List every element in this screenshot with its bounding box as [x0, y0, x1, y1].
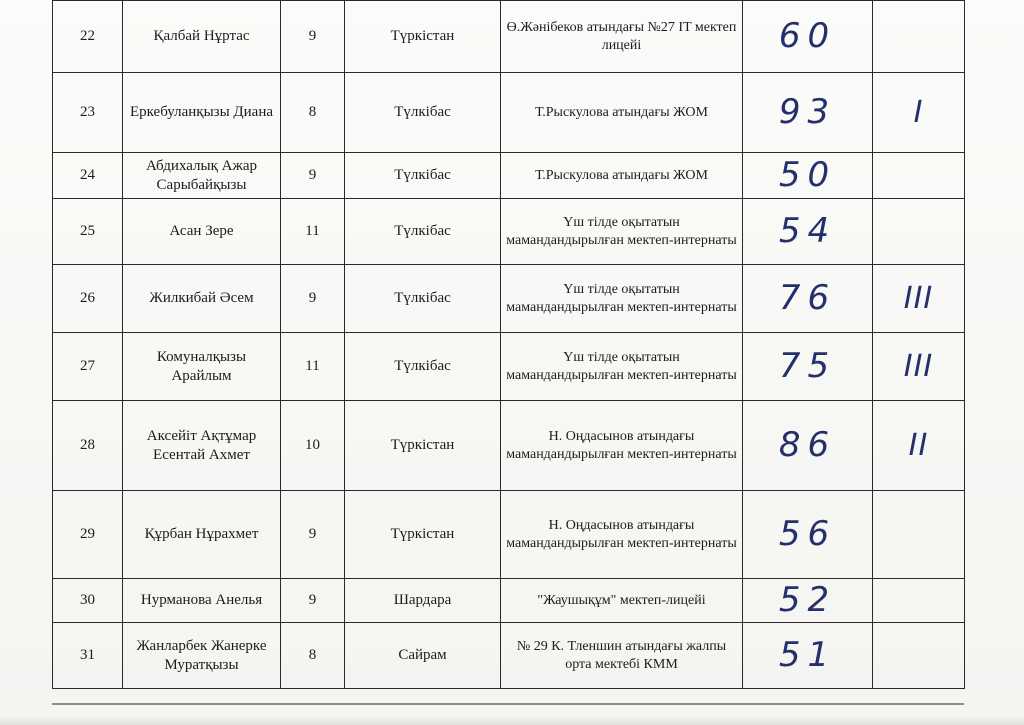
district: Түлкібас [345, 265, 501, 333]
results-table [52, 0, 965, 689]
place-handwritten [873, 579, 965, 623]
row-number: 31 [53, 623, 123, 689]
place-handwritten [873, 491, 965, 579]
table-row [53, 623, 965, 689]
page-bottom-rule [52, 703, 964, 705]
student-name: Аксейіт Ақтұмар Есентай Ахмет [123, 401, 281, 491]
school-name: Н. Оңдасынов атындағы мамандандырылған мектеп-интернаты [501, 401, 743, 491]
place-handwritten [873, 623, 965, 689]
place-handwritten: III [873, 333, 965, 401]
grade: 9 [281, 579, 345, 623]
table-row [53, 73, 965, 153]
school-name: Т.Рыскулова атындағы ЖОМ [501, 73, 743, 153]
table-row [53, 1, 965, 73]
school-name: Н. Оңдасынов атындағы мамандандырылған мектеп-интернаты [501, 491, 743, 579]
place-handwritten: II [873, 401, 965, 491]
school-name: № 29 К. Тленшин атындағы жалпы орта мектебі КММ [501, 623, 743, 689]
score-handwritten: 75 [743, 333, 873, 401]
student-name: Жилкибай Әсем [123, 265, 281, 333]
place-handwritten: III [873, 265, 965, 333]
grade: 9 [281, 265, 345, 333]
grade: 9 [281, 153, 345, 199]
row-number: 25 [53, 199, 123, 265]
district: Түлкібас [345, 153, 501, 199]
row-number: 30 [53, 579, 123, 623]
place-handwritten [873, 1, 965, 73]
row-number: 22 [53, 1, 123, 73]
student-name: Асан Зере [123, 199, 281, 265]
grade: 11 [281, 199, 345, 265]
district: Түлкібас [345, 73, 501, 153]
school-name: Үш тілде оқытатын мамандандырылған мектеп-интернаты [501, 333, 743, 401]
score-handwritten: 54 [743, 199, 873, 265]
score-handwritten: 86 [743, 401, 873, 491]
score-handwritten: 50 [743, 153, 873, 199]
district: Түлкібас [345, 333, 501, 401]
grade: 9 [281, 491, 345, 579]
student-name: Жанларбек Жанерке Муратқызы [123, 623, 281, 689]
district: Түркістан [345, 401, 501, 491]
grade: 10 [281, 401, 345, 491]
place-handwritten [873, 153, 965, 199]
score-handwritten: 52 [743, 579, 873, 623]
school-name: "Жаушықұм" мектеп-лицейі [501, 579, 743, 623]
place-handwritten [873, 199, 965, 265]
grade: 11 [281, 333, 345, 401]
place-handwritten: I [873, 73, 965, 153]
student-name: Еркебуланқызы Диана [123, 73, 281, 153]
grade: 8 [281, 623, 345, 689]
school-name: Үш тілде оқытатын мамандандырылған мектеп-интернаты [501, 265, 743, 333]
row-number: 27 [53, 333, 123, 401]
district: Түркістан [345, 491, 501, 579]
score-handwritten: 76 [743, 265, 873, 333]
score-handwritten: 51 [743, 623, 873, 689]
score-handwritten: 56 [743, 491, 873, 579]
grade: 8 [281, 73, 345, 153]
page-edge-shadow [0, 715, 1024, 725]
table-row [53, 491, 965, 579]
student-name: Нурманова Анелья [123, 579, 281, 623]
row-number: 26 [53, 265, 123, 333]
score-handwritten: 60 [743, 1, 873, 73]
row-number: 24 [53, 153, 123, 199]
row-number: 29 [53, 491, 123, 579]
student-name: Қалбай Нұртас [123, 1, 281, 73]
district: Шардара [345, 579, 501, 623]
score-handwritten: 93 [743, 73, 873, 153]
student-name: Құрбан Нұрахмет [123, 491, 281, 579]
student-name: Абдихалық Ажар Сарыбайқызы [123, 153, 281, 199]
district: Түркістан [345, 1, 501, 73]
table-row [53, 265, 965, 333]
district: Сайрам [345, 623, 501, 689]
student-name: Комуналқызы Арайлым [123, 333, 281, 401]
table-row [53, 401, 965, 491]
row-number: 23 [53, 73, 123, 153]
row-number: 28 [53, 401, 123, 491]
school-name: Ө.Жәнібеков атындағы №27 IT мектеп лицейі [501, 1, 743, 73]
district: Түлкібас [345, 199, 501, 265]
table-row [53, 333, 965, 401]
school-name: Т.Рыскулова атындағы ЖОМ [501, 153, 743, 199]
grade: 9 [281, 1, 345, 73]
table-row [53, 579, 965, 623]
table-row [53, 199, 965, 265]
school-name: Үш тілде оқытатын мамандандырылған мектеп-интернаты [501, 199, 743, 265]
table-row [53, 153, 965, 199]
